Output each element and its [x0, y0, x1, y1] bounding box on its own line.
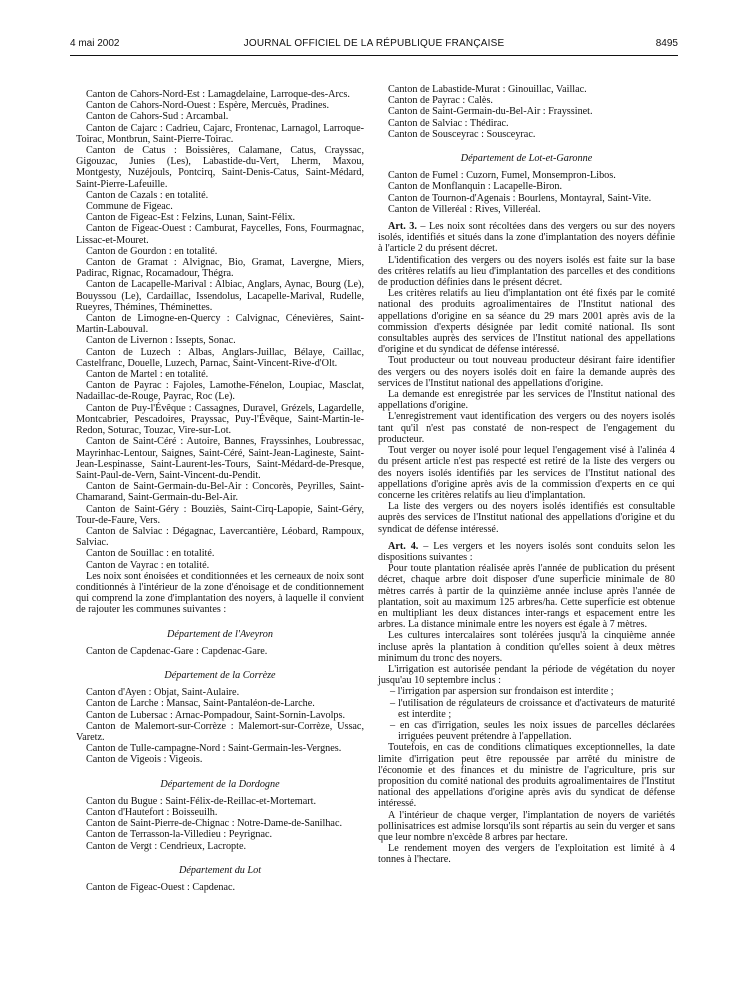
canton-entry: Canton de Terrasson-la-Villedieu : Peyrignac.: [86, 829, 273, 841]
canton-entry: Canton du Bugue : Saint-Félix-de-Reillac-et-Mortemart.: [86, 795, 317, 807]
page-header: [70, 38, 678, 54]
article-4-lead: – Les vergers et les noyers isolés sont conduits selon les dispositions suivantes :: [378, 540, 675, 563]
canton-entry: Canton de Cahors-Nord-Ouest : Espère, Mercuès, Pradines.: [86, 100, 330, 112]
canton-entry: Canton de Cajarc : Cadrieu, Cajarc, Frontenac, Larnagol, Larroque-Toirac, Montbrun, Saint-Pierre-Toirac.: [76, 122, 364, 145]
article-3-lead: – Les noix sont récoltées dans des vergers ou sur des noyers isolés, identifiés et situés dans la zone d'implantation des noyers définie à l'article 2 du présent décret.: [378, 221, 675, 255]
article-paragraph: Tout producteur ou tout nouveau producteur désirant faire identifier des vergers ou des noyers isolés doit en faire la demande auprès des services de l'Institut national des appellations d'origine.: [378, 355, 675, 389]
article-paragraph: L'identification des vergers ou des noyers isolés est faite sur la base des critères relatifs au lieu d'implantation des parcelles et des conditions de production définies dans le présent décret.: [378, 254, 675, 289]
left-column: [76, 89, 364, 893]
article-3-intro: [378, 221, 675, 255]
canton-entry: Canton de Larche : Mansac, Saint-Pantaléon-de-Larche.: [86, 698, 315, 710]
article-paragraph: La liste des vergers ou des noyers isolés identifiés est consultable auprès des services de l'Institut national des appellations d'origine et du syndicat de défense intéressé.: [378, 501, 675, 535]
canton-entry: Canton de Tulle-campagne-Nord : Saint-Germain-les-Vergnes.: [86, 743, 342, 755]
list-item: – l'utilisation de régulateurs de croissance et d'activateurs de maturité est interdite ;: [390, 697, 675, 720]
canton-entry: Canton de Saint-Céré : Autoire, Bannes, Frayssinhes, Loubressac, Mayrinhac-Lentour, Saignes, Saint-Céré, Saint-Jean-Lagineste, Saint-Jean-Lespinasse, Saint-Laurent-les-Tours, Saint-Médard-de-Presque, Saint-Paul-de-Vern, Saint-Vincent-du-Pendit.: [76, 436, 364, 481]
canton-entry: Canton de Vayrac : en totalité.: [86, 559, 210, 571]
canton-entry: Canton de Luzech : Albas, Anglars-Juillac, Bélaye, Caillac, Castelfranc, Douelle, Luzech, Parnac, Saint-Vincent-Rive-d'Olt.: [76, 346, 364, 369]
canton-entry: Canton de Tournon-d'Agenais : Bourlens, Montayral, Saint-Vite.: [388, 192, 652, 204]
canton-entry: Canton de Figeac-Ouest : Capdenac.: [86, 882, 236, 893]
right-column: [378, 84, 675, 866]
article-paragraph: Toutefois, en cas de conditions climatiques exceptionnelles, la date limite d'irrigation peut être repoussée par arrêté du ministre de l'économie et des finances et du ministre de l'agriculture, pris sur proposition du comité national des produits agroalimentaires de l'Institut national des appellations d'origine après avis du syndicat de défense intéressé.: [378, 742, 675, 810]
canton-entry: Canton de Capdenac-Gare : Capdenac-Gare.: [86, 645, 268, 657]
canton-entry: Canton de Monflanquin : Lacapelle-Biron.: [388, 181, 562, 193]
canton-entry: Canton de Souillac : en totalité.: [86, 548, 215, 560]
canton-entry: Canton de Payrac : Fajoles, Lamothe-Fénelon, Loupiac, Masclat, Nadaillac-de-Rouge, Payrac, Roc (Le).: [76, 380, 364, 403]
canton-entry: Canton de Gramat : Alvignac, Bio, Gramat, Lavergne, Miers, Padirac, Rignac, Rocamadour, Thégra.: [76, 257, 364, 280]
article-paragraph: L'enregistrement vaut identification des vergers ou des noyers isolés tant qu'il n'est pas constaté de non-respect de l'engagement du producteur.: [378, 411, 675, 445]
canton-entry: Canton de Saint-Pierre-de-Chignac : Notre-Dame-de-Sanilhac.: [86, 818, 343, 830]
dept-heading-aveyron: Département de l'Aveyron: [167, 628, 273, 640]
canton-entry: Canton de Saint-Germain-du-Bel-Air : Concorès, Peyrilles, Saint-Chamarand, Saint-Germain-du-Bel-Air.: [76, 481, 364, 504]
canton-entry: Canton de Lubersac : Arnac-Pompadour, Saint-Sornin-Lavolps.: [86, 709, 346, 721]
canton-entry: Canton de Puy-l'Évêque : Cassagnes, Duravel, Grézels, Lagardelle, Montcabrier, Pescadoires, Prayssac, Puy-l'Évêque, Saint-Martin-le-Redon, Soturac, Touzac, Vire-sur-Lot.: [76, 402, 364, 437]
canton-entry: Canton de Cahors-Nord-Est : Lamagdelaine, Larroque-des-Arcs.: [86, 89, 350, 100]
canton-entry: Canton de Salviac : Thédirac.: [388, 117, 509, 129]
canton-entry: Canton de Lacapelle-Marival : Albiac, Anglars, Aynac, Bourg (Le), Bouyssou (Le), Cardaillac, Issendolus, Lacapelle-Marival, Rudelle, Rueyres, Thémines, Théminettes.: [76, 279, 364, 313]
canton-entry: Canton de Cazals : en totalité.: [86, 189, 209, 201]
article-paragraph: Le rendement moyen des vergers de l'exploitation est limité à 4 tonnes à l'hectare.: [378, 843, 675, 866]
canton-entry: Canton de Payrac : Calès.: [388, 95, 493, 107]
article-paragraph: Pour toute plantation réalisée après l'année de publication du présent décret, chaque arbre doit disposer d'une superficie minimale de 80 mètres carrés à partir de la quinzième année incluse après l'année de plantation, soit au maximum 125 arbres/ha. Cette superficie est obtenue en multipliant les deux distances inter-rangs et espacement entre les arbres. La distance minimale entre les noyers est égale à 7 mètres.: [378, 563, 675, 631]
noix-paragraph: Les noix sont énoisées et conditionnées et les cerneaux de noix sont conditionnés à l'intérieur de la zone d'énoisage et de conditionnement qui comprend la zone d'implantation des noyers, à laquelle il convient de rajouter les communes suivantes :: [76, 570, 364, 616]
canton-entry: Canton de Gourdon : en totalité.: [86, 245, 218, 257]
article-3-label: Art. 3.: [388, 221, 417, 233]
canton-entry: Canton de Vigeois : Vigeois.: [86, 754, 203, 766]
canton-list-lot: [76, 89, 364, 571]
dept-heading-dordogne: Département de la Dordogne: [160, 778, 280, 790]
article-paragraph: Les critères relatifs au lieu d'implantation ont été fixés par le comité national des produits agroalimentaires de l'Institut national des appellations d'origine en sa séance du 29 mars 2001 après avis de la commission d'experts désignée par ledit comité national. Ils sont consultables auprès des services de l'Institut national des appellations d'origine et du syndicat de défense intéressé.: [378, 288, 675, 356]
list-item: – en cas d'irrigation, seules les noix issues de parcelles déclarées irriguées peuvent prétendre à l'appellation.: [390, 719, 675, 743]
article-4-intro: [378, 541, 675, 563]
canton-entry: Canton de Limogne-en-Quercy : Calvignac, Cénevières, Saint-Martin-Labouval.: [76, 313, 364, 336]
canton-entry: Canton de Saint-Géry : Bouziès, Saint-Cirq-Lapopie, Saint-Géry, Tour-de-Faure, Vers.: [76, 503, 364, 526]
canton-entry: Canton de Salviac : Dégagnac, Lavercantière, Léobard, Rampoux, Salviac.: [76, 525, 364, 549]
canton-entry: Canton de Sousceyrac : Sousceyrac.: [388, 128, 536, 140]
canton-entry: Canton de Malemort-sur-Corrèze : Malemort-sur-Corrèze, Ussac, Varetz.: [76, 720, 364, 743]
canton-entry: Canton de Figeac-Ouest : Camburat, Faycelles, Fons, Fourmagnac, Lissac-et-Mouret.: [76, 223, 364, 246]
canton-entry: Canton d'Hautefort : Boisseuilh.: [86, 806, 218, 818]
canton-entry: Canton de Livernon : Issepts, Sonac.: [86, 335, 236, 347]
canton-entry: Canton de Catus : Boissières, Calamane, Catus, Crayssac, Gigouzac, Junies (Les), Labastide-du-Vert, Lherm, Maxou, Montgesty, Nuzéjouls, Pontcirq, Saint-Denis-Catus, Saint-Médard, Saint-Pierre-Lafeuille.: [76, 145, 364, 190]
canton-entry: Canton de Martel : en totalité.: [86, 369, 209, 381]
page-number: 8495: [655, 38, 678, 49]
list-item: – l'irrigation par aspersion sur frondaison est interdite ;: [390, 686, 614, 698]
canton-entry: Commune de Figeac.: [86, 201, 173, 213]
dept-heading-lot: Département du Lot: [178, 864, 262, 876]
canton-entry: Canton de Villeréal : Rives, Villeréal.: [388, 203, 541, 215]
canton-entry: Canton de Cahors-Sud : Arcambal.: [86, 111, 229, 123]
dept-heading-correze: Département de la Corrèze: [164, 669, 276, 681]
canton-entry: Canton de Vergt : Cendrieux, Lacropte.: [86, 840, 247, 852]
canton-entry: Canton de Figeac-Est : Felzins, Lunan, Saint-Félix.: [86, 212, 296, 224]
article-paragraph: Tout verger ou noyer isolé pour lequel l'engagement visé à l'alinéa 4 du présent article n'est pas respecté est retiré de la liste des vergers ou des noyers isolés identifiés par les services de l'Institut national des appellations d'origine après avis de la commission d'experts en ce qui concerne les critères relatifs au lieu d'implantation.: [378, 445, 675, 501]
article-paragraph: Les cultures intercalaires sont tolérées jusqu'à la cinquième année incluse après la plantation à condition qu'elles soient à deux mètres minimum du tronc des noyers.: [378, 630, 675, 664]
journal-title: JOURNAL OFFICIEL DE LA RÉPUBLIQUE FRANÇAISE: [243, 38, 505, 49]
article-4-label: Art. 4.: [388, 540, 419, 552]
article-paragraph: L'irrigation est autorisée pendant la période de végétation du noyer jusqu'au 10 septembre inclus :: [378, 663, 675, 687]
dept-heading-lot-et-garonne: Département de Lot-et-Garonne: [460, 153, 593, 165]
article-paragraph: La demande est enregistrée par les services de l'Institut national des appellations d'origine.: [378, 389, 675, 412]
canton-entry: Canton d'Ayen : Objat, Saint-Aulaire.: [86, 687, 240, 699]
header-date: 4 mai 2002: [70, 38, 120, 49]
article-paragraph: A l'intérieur de chaque verger, l'implantation de noyers de variétés pollinisatrices est admise lorsqu'ils sont répartis au sein du verger et sans que leur nombre n'excède 8 arbres par hectare.: [378, 809, 675, 843]
canton-entry: Canton de Fumel : Cuzorn, Fumel, Monsempron-Libos.: [388, 170, 616, 182]
canton-entry: Canton de Labastide-Murat : Ginouillac, Vaillac.: [388, 84, 587, 95]
canton-entry: Canton de Saint-Germain-du-Bel-Air : Frayssinet.: [388, 106, 593, 118]
header-rule: [70, 55, 678, 56]
